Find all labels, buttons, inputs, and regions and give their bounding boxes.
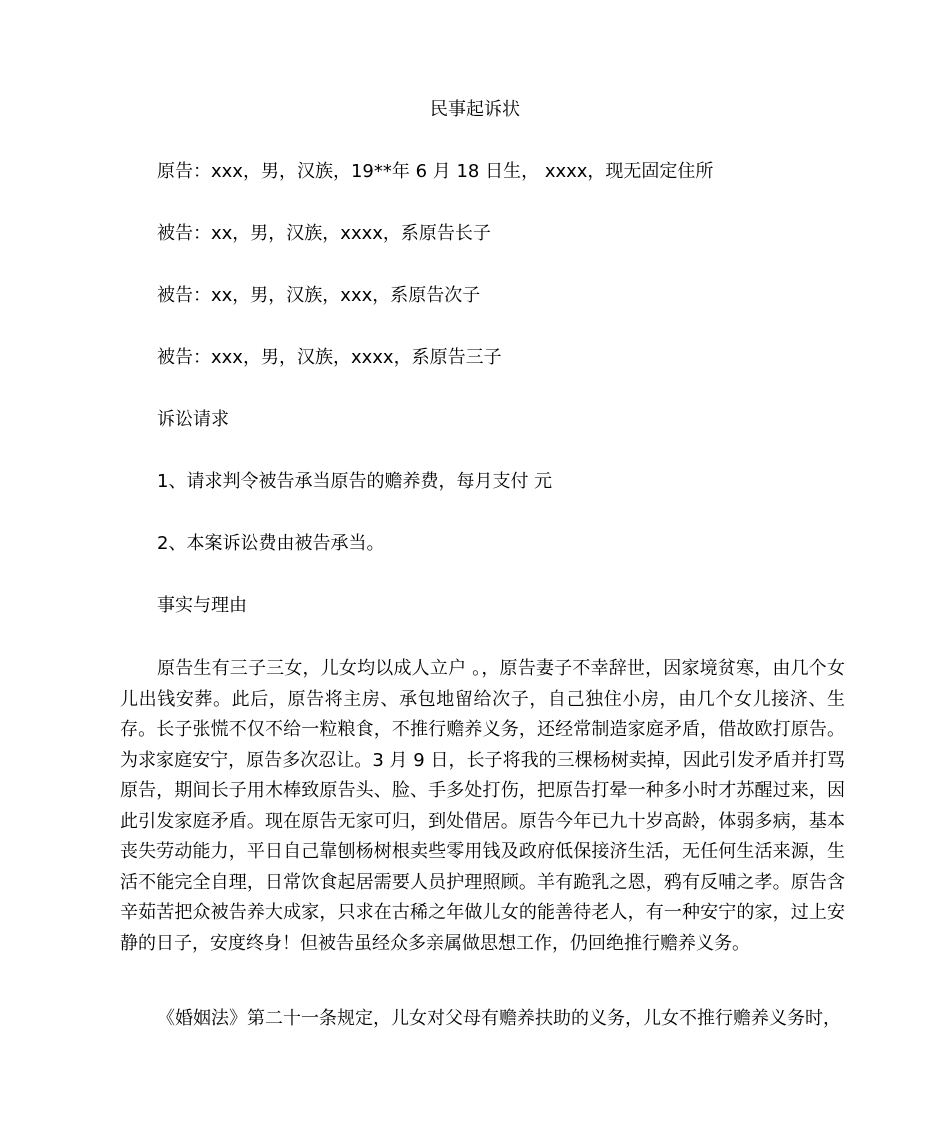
facts-paragraph: 原告生有三子三女，儿女均以成人立户 。，原告妻子不幸辞世，因家境贫寒，由几个女儿出钱安葬。此后，原告将主房、承包地留给次子，自己独住小房，由几个女儿接济、生存。长子张慌不仅不给一粒粮食，不推行赡养义务，还经常制造家庭矛盾，借故欧打原告。为求家庭安宁，原告多次忍让。3 月 9 日，长子将我的三棵杨树卖掉，因此引发矛盾并打骂原告，期间长子用木棒致原告头、脸、手多处打伤，把原告打晕一种多小时才苏醒过来，因此引发家庭矛盾。现在原告无家可归，到处借居。原告今年已九十岁高龄，体弱多病，基本丧失劳动能力，平日自己靠刨杨树根卖些零用钱及政府低保接济生活，无任何生活来源，生活不能完全自理，日常饮食起居需要人员护理照顾。羊有跪乳之恩，鸦有反哺之孝。原告含辛茹苦把众被告养大成家，只求在古稀之年做儿女的能善待老人，有一种安宁的家，过上安静的日子，安度终身！但被告虽经众多亲属做思想工作，仍回绝推行赡养义务。 [120,658,845,954]
defendant-line-2: 被告：xx，男，汉族，xxx，系原告次子 [157,285,481,306]
law-paragraph: 《婚姻法》第二十一条规定，儿女对父母有赡养扶助的义务，儿女不推行赡养义务时， [157,1008,841,1029]
facts-heading: 事实与理由 [157,595,247,616]
plaintiff-line: 原告：xxx，男，汉族，19**年 6 月 18 日生， xxxx，现无固定住所 [157,161,714,182]
defendant-line-3: 被告：xxx，男，汉族，xxxx，系原告三子 [157,347,502,368]
claims-heading: 诉讼请求 [157,409,229,430]
claim-item-2: 2、本案诉讼费由被告承当。 [157,533,385,554]
defendant-line-1: 被告：xx，男，汉族，xxxx，系原告长子 [157,223,491,244]
claim-item-1: 1、请求判令被告承当原告的赡养费，每月支付 元 [157,471,553,492]
document-title: 民事起诉状 [430,99,520,120]
